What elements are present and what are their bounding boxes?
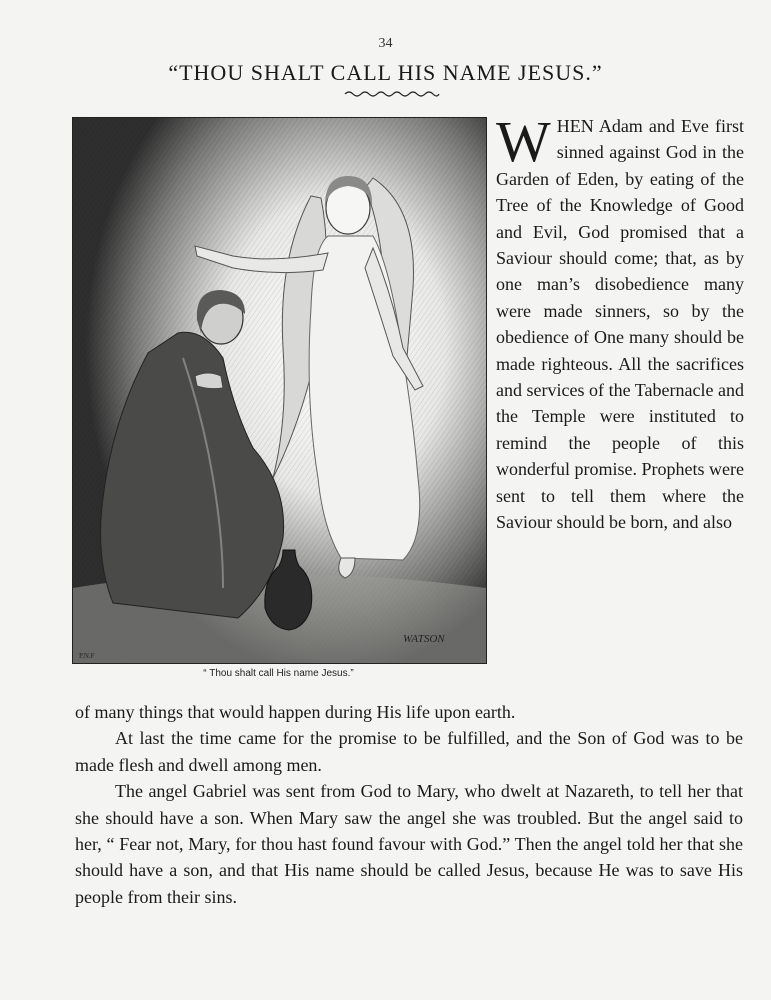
paragraph-opening: [496, 109, 744, 536]
drop-cap: W: [496, 109, 551, 174]
page-number: 34: [378, 36, 393, 51]
body-text: [75, 699, 743, 910]
paragraph-promise: At last the time came for the promise to be fulfilled, and the Son of God was to be made flesh and dwell among men.: [75, 728, 743, 775]
page-title: “THOU SHALT CALL HIS NAME JESUS.”: [168, 60, 603, 85]
mary-hand: [195, 373, 223, 389]
side-column: [496, 109, 744, 536]
illustration: [72, 117, 487, 664]
paragraph-gabriel: The angel Gabriel was sent from God to Mary, who dwelt at Nazareth, to tell her that she should have a son. When Mary saw the angel she was troubled. But the angel said to her, “ Fear not, Mary, for thou hast found favour with God.” Then the angel told her that she should have a son, and that His name should be called Jesus, because He was to save His people from their sins.: [75, 781, 743, 907]
illustration-caption: “ Thou shalt call His name Jesus.”: [203, 668, 354, 679]
paragraph-opening-continuation: of many things that would happen during His life upon earth.: [75, 702, 516, 722]
paragraph-opening-text: HEN Adam and Eve first sinned against God in the Garden of Eden, by eating of the Tree of the Knowledge of Good and Evil, God promised that a Saviour should come; that, as by one man’s disobedience many were made sinners, so by the obedience of One many should be made righteous. All the sacrifices and services of the Tabernacle and the Temple were instituted to remind the people of this wonderful promise. Prophets were sent to tell them where the Saviour should be born, and also: [496, 116, 744, 533]
title-flourish: [343, 88, 441, 100]
artist-signature: WATSON: [403, 633, 445, 645]
engraver-monogram: P.N.F: [79, 652, 95, 660]
annunciation-engraving: [73, 118, 486, 663]
